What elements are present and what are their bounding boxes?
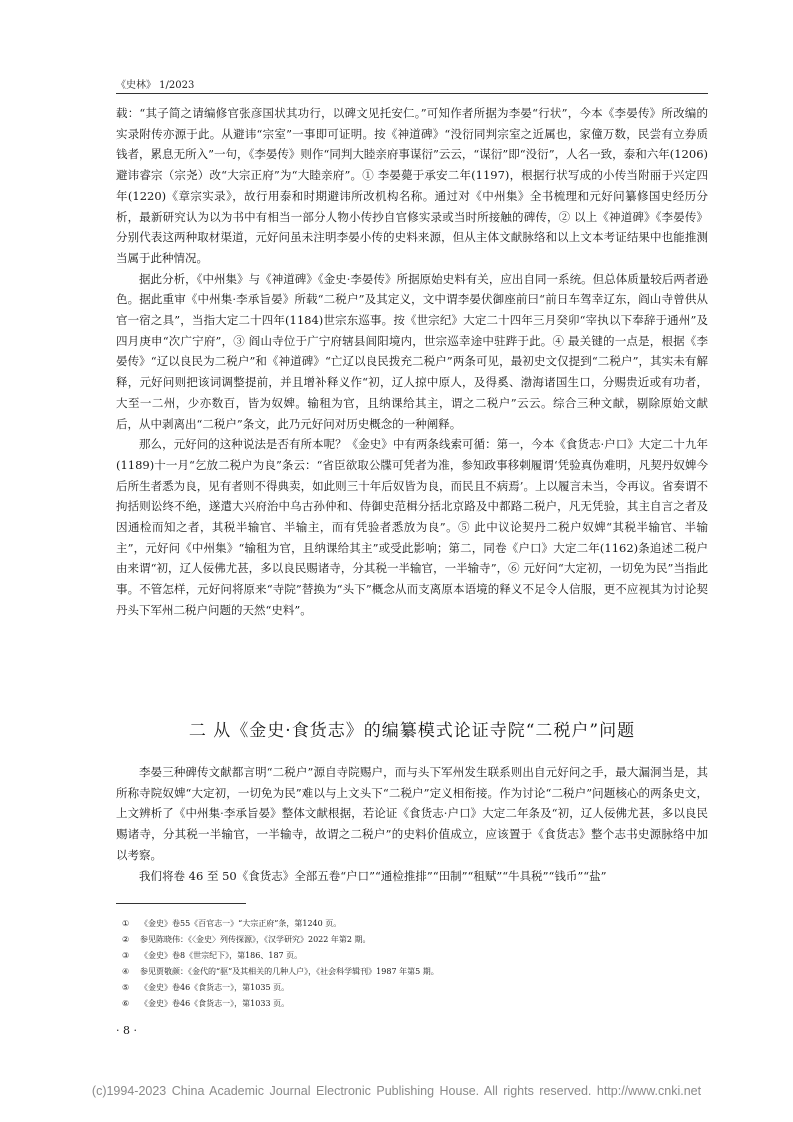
footnote-text: 参见贾敬颜：《金代的“驱”及其相关的几种人户》，《社会科学辑刊》1987 年第5 期。	[140, 967, 439, 976]
footnote-number: ①	[122, 919, 130, 928]
footnotes	[122, 916, 708, 1012]
paragraph-2: 据此分析，《中州集》与《神道碑》《金史·李晏传》所据原始史料有关，应出自同一系统。但总体质量较后两者逊色。据此重审《中州集·李承旨晏》所载“二税户”及其定义，文中谓李晏伏御座前曰“前日车驾幸辽东，阎山寺曾供从官一宿之具”，当指大定二十四年(1184)世宗东巡事。按《世宗纪》大定二十四年三月癸卯“宰执以下奉辞于通州”及四月庚申“次广宁府”，③ 阎山寺位于广宁府辖县闾阳境内，世宗巡幸途中驻跸于此。④ 最关键的一点是，根据《李晏传》“辽以良民为二税户”和《神道碑》“亡辽以良民拨充二税户”两条可见，最初史文仅提到“二税户”，其实未有解释，元好问则把该词调整提前，并且增补释义作“初，辽人掠中原人，及得奚、渤海诸国生口，分赐贵近或有功者，大至一二州，少亦数百，皆为奴婢。输租为官，且纳课给其主，谓之二税户”云云。综合三种文献，剔除原始文献后，从中剥离出“二税户”条文，此乃元好问对历史概念的一种阐释。	[116, 271, 708, 431]
section-heading: 二 从《金史·食货志》的编纂模式论证寺院“二税户”问题	[188, 721, 636, 741]
paragraph-1: 载：“其子简之请编修官张彦国状其功行，以碑文见托安仁。”可知作者所据为李晏“行状”，今本《李晏传》所改编的实录附传亦源于此。从避讳“宗室”一事即可证明。按《神道碑》“没衍同判宗室之近属也，家僮万数，民尝有立券质钱者，累息无所入”一句，《李晏传》则作“同判大睦亲府事谋衍”云云，“谋衍”即“没衍”，人名一致，泰和六年(1206)避讳睿宗（宗尧）改“大宗正府”为“大睦亲府”。① 李晏薨于承安二年(1197)，根据行状写成的小传当附丽于兴定四年(1220)《章宗实录》，故行用泰和时期避讳所改机构名称。通过对《中州集》全书梳理和元好问纂修国史经历分析，最新研究认为以为书中有相当一部分人物小传抄自官修实录或当时所接触的碑传，② 以上《神道碑》《李晏传》分别代表这两种取材渠道，元好问虽未注明李晏小传的史料来源，但从主体文献脉络和以上文本考证结果中也能推测当属于此种情况。	[116, 106, 708, 265]
footnote-text: 《金史》卷8《世宗纪下》，第186、187 页。	[140, 951, 303, 960]
footnote-number: ③	[122, 951, 130, 960]
footnote-text: 《金史》卷55《百官志一》“大宗正府”条，第1240 页。	[140, 919, 342, 928]
footnote-number: ②	[122, 935, 130, 944]
section-body	[116, 762, 708, 886]
paragraph-3: 那么，元好问的这种说法是否有所本呢？《金史》中有两条线索可循：第一，今本《食货志·户口》大定二十九年(1189)十一月“乞放二税户为良”条云：“省臣欲取公牒可凭者为准，参知政事移剌履谓‘凭验真伪难明，凡契丹奴婢今后所生者悉为良，见有者则不得典卖，如此则三十年后奴皆为良，而民且不病焉’。上以履言未当，令再议。省奏谓不拘括则讼终不绝，遂遣大兴府治中乌古孙仲和、侍御史范楫分括北京路及中都路二税户，凡无凭验，其主自言之者及因通检而知之者，其税半输官、半输主，而有凭验者悉放为良”。⑤ 此中议论契丹二税户奴婢“其税半输官、半输主”，元好问《中州集》“输租为官，且纳课给其主”或受此影响；第二，同卷《户口》大定二年(1162)条追述二税户由来谓“初，辽人佞佛尤甚，多以良民赐诸寺，分其税一半输官，一半输寺”，⑥ 元好问“大定初，一切免为民”当指此事。不管怎样，元好问将原来“寺院”替换为“头下”概念从而支离原本语境的释义不足令人信服，更不应视其为讨论契丹头下军州二税户问题的天然“史料”。	[116, 437, 708, 617]
footnote-item	[122, 916, 708, 932]
footnote-number: ⑤	[122, 983, 130, 992]
footnote-item	[122, 996, 708, 1012]
copyright-footer: (c)1994-2023 China Academic Journal Electronic Publishing House. All rights reserved. http://www.cnki.net	[91, 1084, 702, 1098]
footnote-item	[122, 980, 708, 996]
footnote-item	[122, 948, 708, 964]
paragraph-5: 我们将卷 46 至 50《食货志》全部五卷“户口”“通检推排”“田制”“租赋”“牛具税”“钱币”“盐”	[139, 868, 607, 883]
footnote-text: 《金史》卷46《食货志一》，第1033 页。	[140, 999, 290, 1008]
footnote-number: ④	[122, 967, 130, 976]
footnote-item	[122, 932, 708, 948]
footnote-rule	[116, 903, 246, 904]
paragraph-4: 李晏三种碑传文献都言明“二税户”源自寺院赐户，而与头下军州发生联系则出自元好问之手，最大漏洞当是，其所称寺院奴婢“大定初，一切免为民”难以与上文头下“二税户”定义相衔接。作为讨论“二税户”问题核心的两条史文，上文辨析了《中州集·李承旨晏》整体文献根据，若论证《食货志·户口》大定二年条及“初，辽人佞佛尤甚，多以良民赐诸寺，分其税一半输官，一半输寺，故谓之二税户”的史料价值成立，应该置于《食货志》整个志书史源脉络中加以考察。	[116, 765, 708, 862]
footnote-number: ⑥	[122, 999, 130, 1008]
footnote-item	[122, 964, 708, 980]
footnote-text: 参见陈晓伟：《〈金史〉列传探源》，《汉学研究》2022 年第2 期。	[140, 935, 371, 944]
running-head: 《史林》 1/2023	[116, 80, 195, 91]
header-rule	[116, 93, 708, 94]
page-number: · 8 ·	[116, 1024, 137, 1037]
footnote-text: 《金史》卷46《食货志一》，第1035 页。	[140, 983, 290, 992]
main-body	[116, 103, 708, 621]
